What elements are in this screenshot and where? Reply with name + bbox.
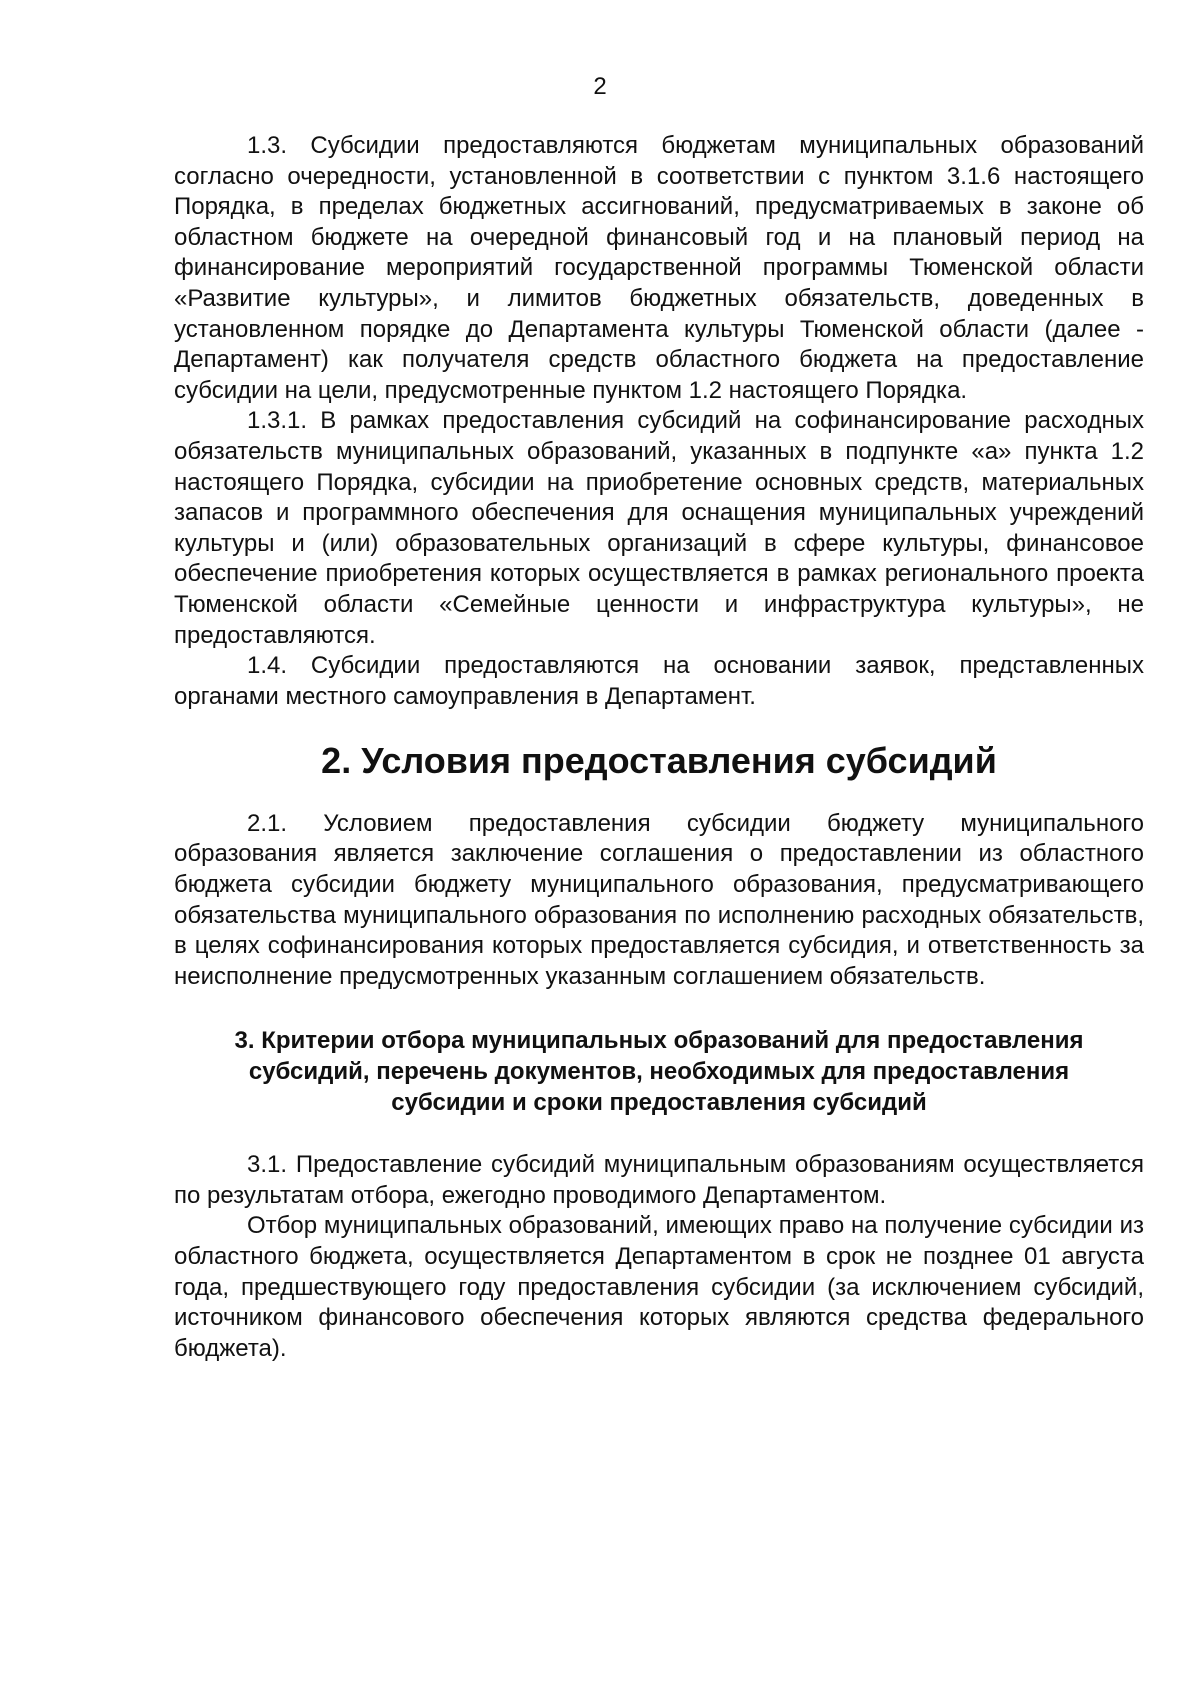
section-3-heading-line-1: 3. Критерии отбора муниципальных образований для предоставления <box>234 1027 1084 1055</box>
paragraph-1-4: 1.4. Субсидии предоставляются на основании заявок, представленных органами местного самоуправления в Департамент. <box>174 652 1144 710</box>
paragraph-2-1: 2.1. Условием предоставления субсидии бюджету муниципального образования является заключение соглашения о предоставлении из областного бюджета субсидии бюджету муниципального образования, предусматривающего обязательства муниципального образования по исполнению расходных обязательств, в целях софинансирования которых предоставляется субсидия, и ответственность за неисполнение предусмотренных указанным соглашением обязательств. <box>174 809 1144 990</box>
section-3-heading-line-2: субсидий, перечень документов, необходимых для предоставления <box>248 1058 1070 1086</box>
document-body <box>174 131 1144 1364</box>
paragraph-3-1: 3.1. Предоставление субсидий муниципальным образованиям осуществляется по результатам отбора, ежегодно проводимого Департаментом. <box>174 1151 1144 1209</box>
section-3-heading <box>174 1026 1144 1118</box>
section-2-heading: 2. Условия предоставления субсидий <box>321 740 997 782</box>
paragraph-3-1-selection: Отбор муниципальных образований, имеющих право на получение субсидии из областного бюджета, осуществляется Департаментом в срок не позднее 01 августа года, предшествующего году предоставления субсидии (за исключением субсидий, источником финансового обеспечения которых являются средства федерального бюджета). <box>174 1212 1144 1362</box>
paragraph-1-3-1: 1.3.1. В рамках предоставления субсидий на софинансирование расходных обязательств муниципальных образований, указанных в подпункте «а» пункта 1.2 настоящего Порядка, субсидии на приобретение основных средств, материальных запасов и программного обеспечения для оснащения муниципальных учреждений культуры и (или) образовательных организаций в сфере культуры, финансовое обеспечение приобретения которых осуществляется в рамках регионального проекта Тюменской области «Семейные ценности и инфраструктура культуры», не предоставляются. <box>174 407 1144 649</box>
section-3-heading-line-3: субсидии и сроки предоставления субсидий <box>391 1088 927 1116</box>
page-number: 2 <box>593 73 607 100</box>
paragraph-1-3: 1.3. Субсидии предоставляются бюджетам муниципальных образований согласно очередности, установленной в соответствии с пунктом 3.1.6 настоящего Порядка, в пределах бюджетных ассигнований, предусматриваемых в законе об областном бюджете на очередной финансовый год и на плановый период на финансирование мероприятий государственной программы Тюменской области «Развитие культуры», и лимитов бюджетных обязательств, доведенных в установленном порядке до Департамента культуры Тюменской области (далее - Департамент) как получателя средств областного бюджета на предоставление субсидии на цели, предусмотренные пунктом 1.2 настоящего Порядка. <box>174 132 1144 404</box>
